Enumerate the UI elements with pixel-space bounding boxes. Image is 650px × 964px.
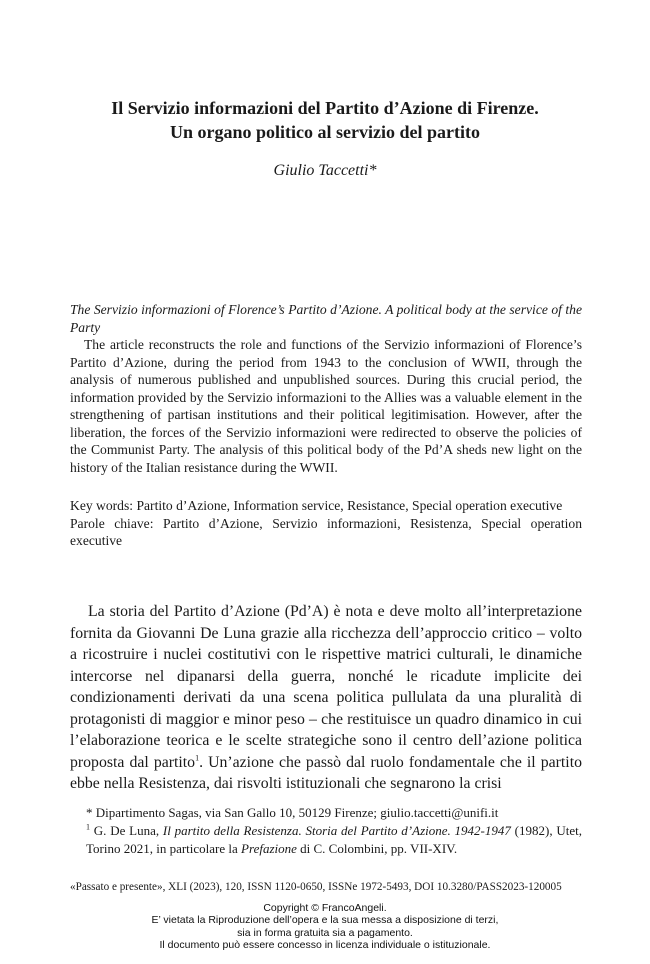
title-line-2: Un organo politico al servizio del partito xyxy=(170,122,480,142)
footnote-1-text-a: G. De Luna, xyxy=(90,823,163,838)
journal-citation: «Passato e presente», XLI (2023), 120, ISSN 1120-0650, ISSNe 1972-5493, DOI 10.3280/PASS2023-120005 xyxy=(70,881,562,893)
footnote-1-marker: 1 xyxy=(86,822,90,832)
copyright-line-1: Copyright © FrancoAngeli. xyxy=(263,902,387,914)
copyright-line-2: E’ vietata la Riproduzione dell’opera e la sua messa a disposizione di terzi, xyxy=(151,914,499,927)
footnote-author-affiliation: * Dipartimento Sagas, via San Gallo 10, 50129 Firenze; giulio.taccetti@unifi.it xyxy=(86,805,499,820)
article-title xyxy=(0,96,650,144)
body-text-part-2: . Un’azione che passò dal ruolo fondamentale che il partito ebbe nella Resistenza, dai risvolti istituzionali che segnarono la crisi xyxy=(70,753,582,792)
copyright-line-3: sia in forma gratuita sia a pagamento. xyxy=(237,926,413,939)
keywords-block xyxy=(70,497,582,550)
title-line-1: Il Servizio informazioni del Partito d’Azione di Firenze. xyxy=(111,98,539,118)
copyright-line-4: Il documento può essere concesso in licenza individuale o istituzionale. xyxy=(159,939,491,952)
keywords-english: Key words: Partito d’Azione, Information service, Resistance, Special operation executive xyxy=(70,498,563,513)
abstract-title: The Servizio informazioni of Florence’s Partito d’Azione. A political body at the service of the Party xyxy=(70,302,582,335)
footnote-1-preface: Prefazione xyxy=(241,841,297,856)
footnote-1-text-c: di C. Colombini, pp. VII-XIV. xyxy=(296,841,458,856)
body-text-part-1: La storia del Partito d’Azione (Pd’A) è nota e deve molto all’interpretazione fornita da Giovanni De Luna grazie alla ricchezza dell’approccio critico – volto a ricostruire i nuclei costitutivi con le rispettive matrici culturali, le dinamiche intercorse nel dipanarsi della guerra, nonché le ricadute implicite dei condizionamenti derivati da una scena politica pullulata da una pluralità di protagonisti di maggior e minor peso – che restituisce un quadro dinamico in cui l’elaborazione teorica e le scelte strategiche sono il centro dell’azione politica proposta dal partito xyxy=(70,603,582,771)
copyright-notice xyxy=(0,902,650,952)
body-paragraph xyxy=(70,601,582,795)
footnote-1 xyxy=(86,822,582,858)
footnote-reference[interactable]: 1 xyxy=(195,753,200,763)
keywords-italian: Parole chiave: Partito d’Azione, Servizio informazioni, Resistenza, Special operation executive xyxy=(70,515,582,548)
author-name: Giulio Taccetti* xyxy=(273,162,377,179)
abstract-body: The article reconstructs the role and functions of the Servizio informazioni of Florence’s Partito d’Azione, during the period from 1943 to the conclusion of WWII, through the analysis of numerous published and unpublished sources. During this crucial period, the information provided by the Servizio informazioni to the Allies was a valuable element in the strengthening of partisan institutions and their political legitimisation. However, after the liberation, the forces of the Servizio informazioni were redirected to observe the policies of the Communist Party. The analysis of this political body of the Pd’A sheds new light on the history of the Italian resistance during the WWII. xyxy=(70,337,582,475)
footnote-1-book-title: Il partito della Resistenza. Storia del Partito d’Azione. 1942-1947 xyxy=(162,823,511,838)
footnote-1-text-b: (1982), Utet, Torino 2021, in particolare la xyxy=(86,823,582,856)
